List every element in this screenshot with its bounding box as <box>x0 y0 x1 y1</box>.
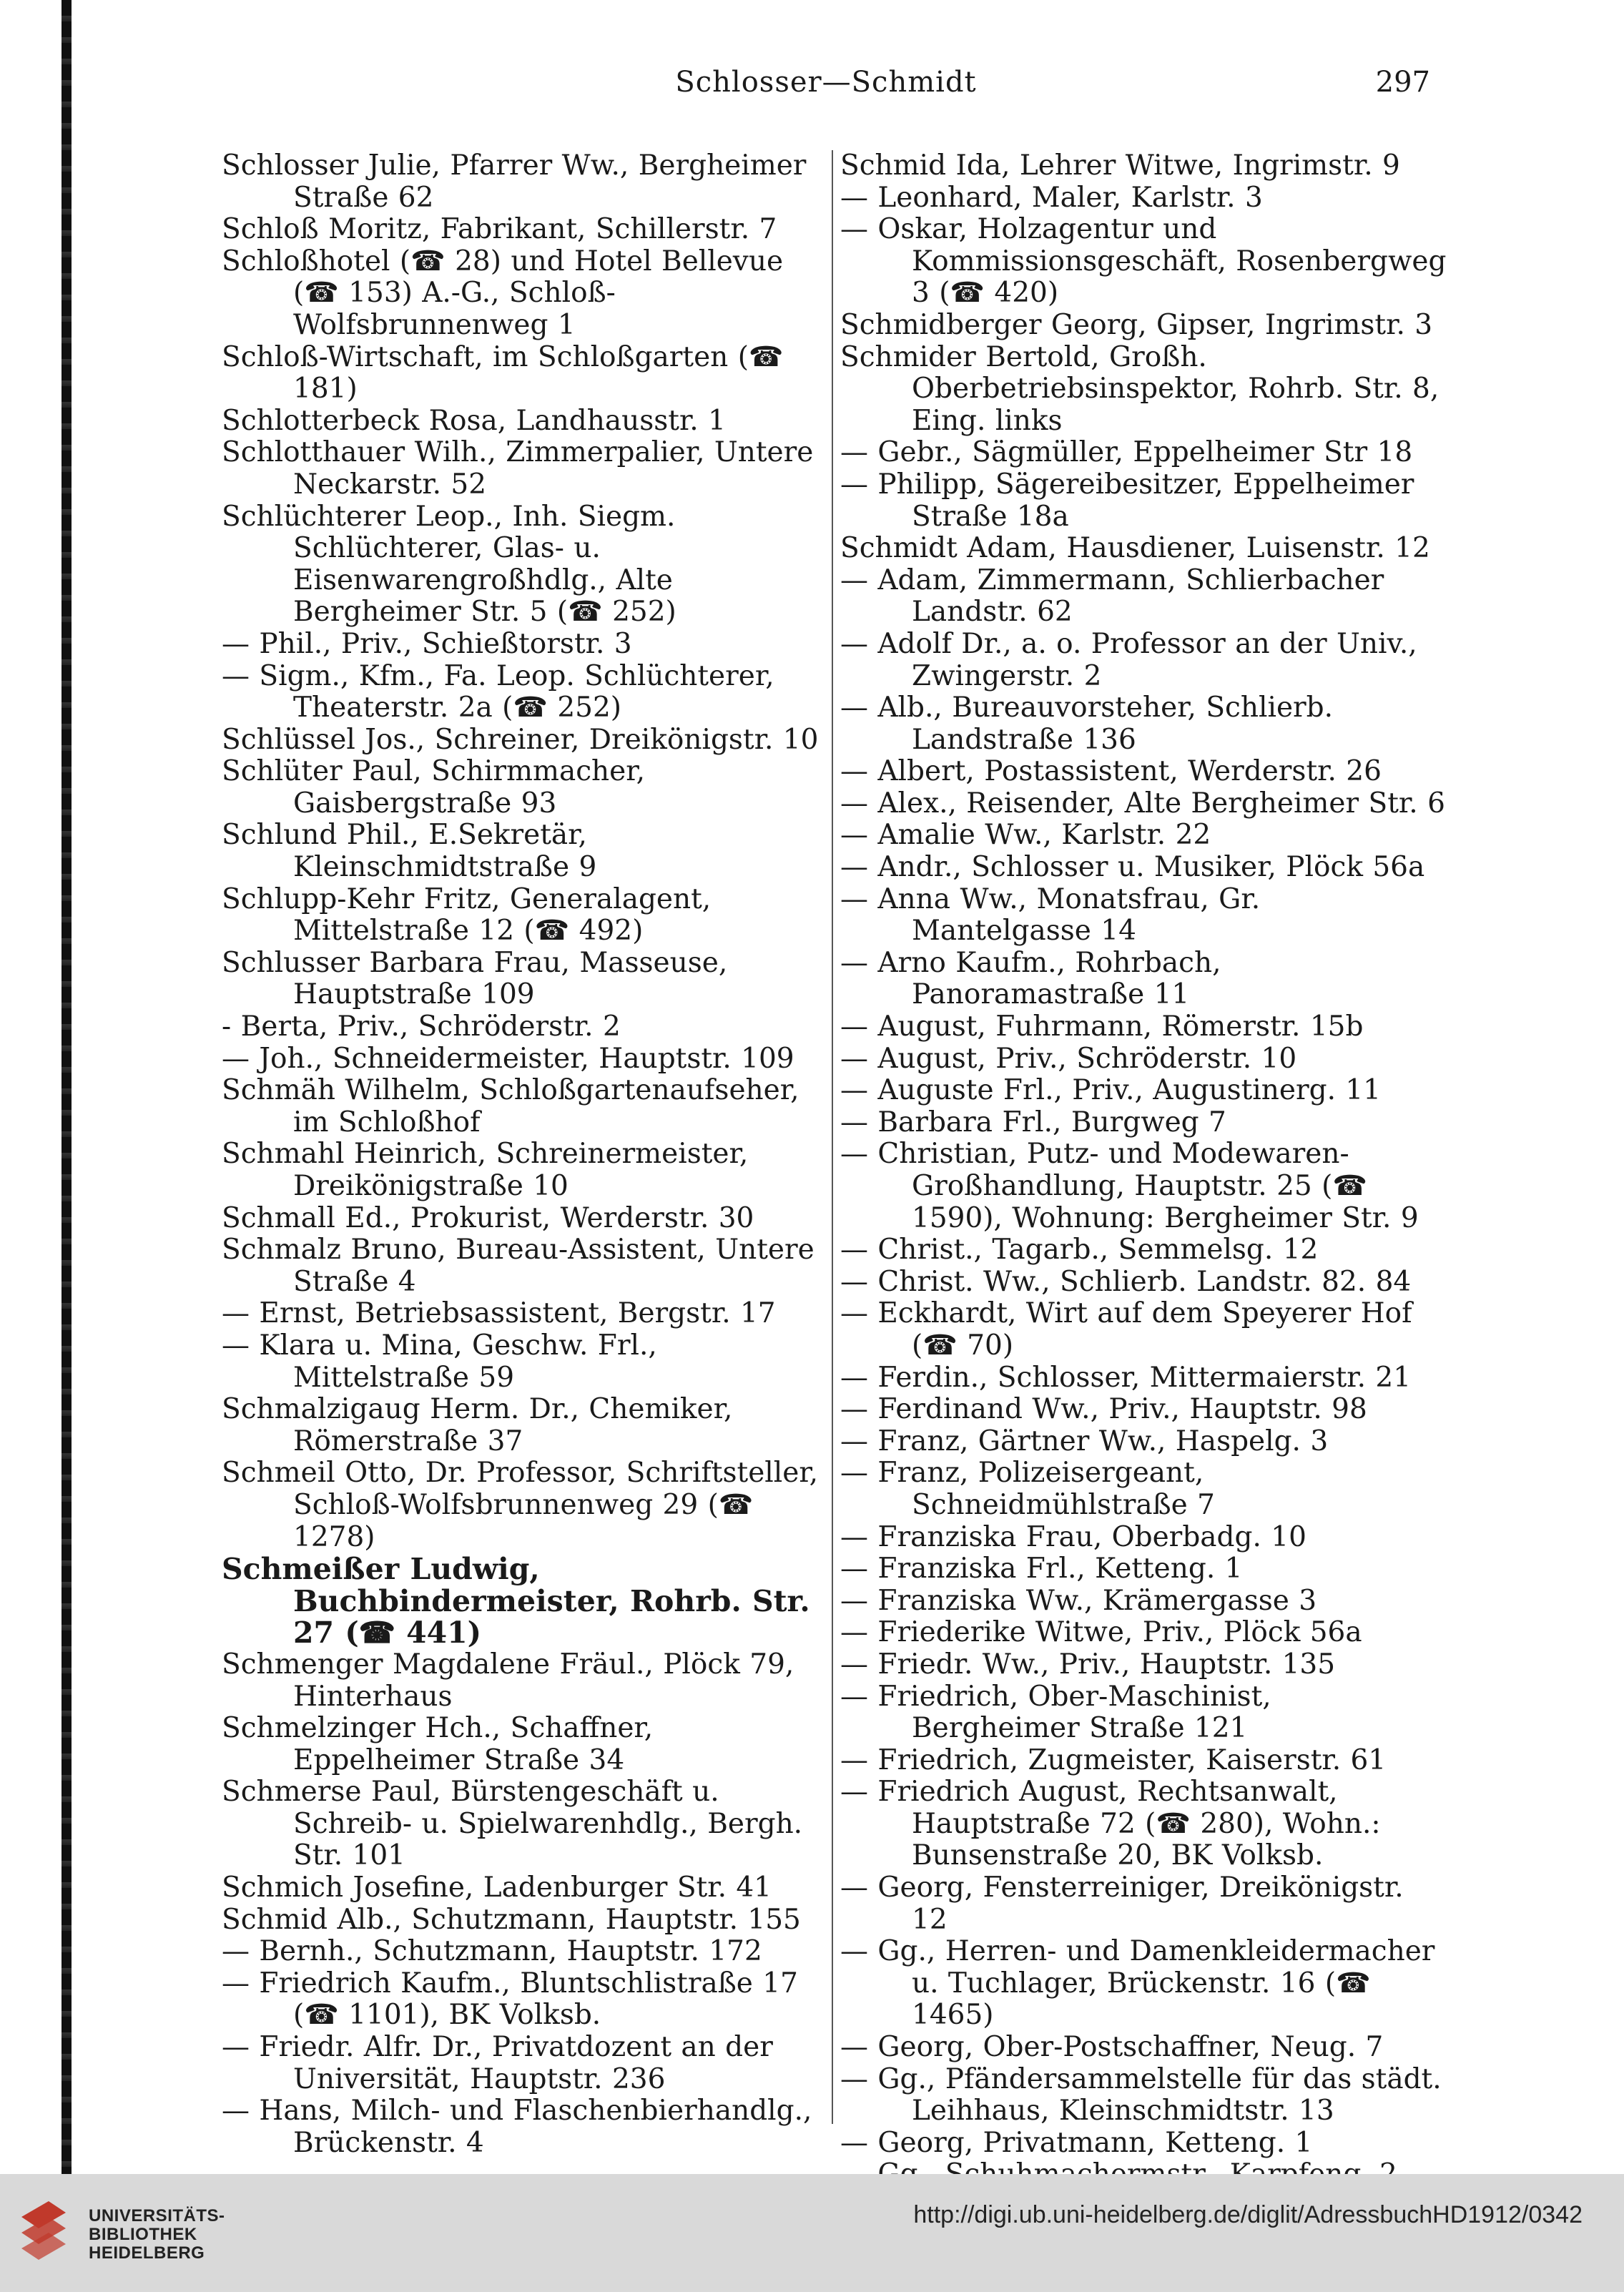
directory-entry: — Alb., Bureauvorsteher, Schlierb. Landstraße 136 <box>840 692 1334 756</box>
footer-bar <box>0 2174 1624 2292</box>
directory-entry: — Georg, Privatmann, Ketteng. 1 <box>840 2126 1313 2159</box>
directory-entry: — Barbara Frl., Burgweg 7 <box>840 1106 1226 1138</box>
page-header <box>222 66 1430 106</box>
library-name-line: UNIVERSITÄTS- <box>89 2206 225 2225</box>
binding-edge <box>0 0 31 2174</box>
library-logo-icon <box>16 2195 77 2270</box>
directory-entry: — Christ. Ww., Schlierb. Landstr. 82. 84 <box>840 1265 1412 1298</box>
left-column <box>222 150 819 2159</box>
directory-entry: — Franz, Polizeisergeant, Schneidmühlstraße 7 <box>840 1457 1215 1521</box>
directory-entry: — Sigm., Kfm., Fa. Leop. Schlüchterer, Theaterstr. 2a (☎ 252) <box>222 659 774 724</box>
source-url-link[interactable]: http://digi.ub.uni-heidelberg.de/diglit/AdressbuchHD1912/0342 <box>913 2201 1583 2228</box>
directory-entry: — August, Priv., Schröderstr. 10 <box>840 1042 1297 1075</box>
right-column <box>840 150 1447 2191</box>
directory-entry: — Christ., Tagarb., Semmelsg. 12 <box>840 1234 1319 1266</box>
directory-entry: — Franz, Gärtner Ww., Haspelg. 3 <box>840 1425 1329 1457</box>
directory-entry: — Christian, Putz- und Modewaren-Großhandlung, Hauptstr. 25 (☎ 1590), Wohnung: Bergheimer Str. 9 <box>840 1138 1419 1234</box>
directory-entry: — Eckhardt, Wirt auf dem Speyerer Hof (☎ 70) <box>840 1297 1412 1362</box>
directory-entry: Schmalzigaug Herm. Dr., Chemiker, Römerstraße 37 <box>222 1393 733 1457</box>
directory-entry: Schmeißer Ludwig, Buchbindermeister, Rohrb. Str. 27 (☎ 441) <box>222 1552 810 1651</box>
directory-entry: Schmerse Paul, Bürstengeschäft u. Schreib- u. Spielwarenhdlg., Bergh. Str. 101 <box>222 1776 803 1872</box>
directory-entry: Schmalz Bruno, Bureau-Assistent, Untere Straße 4 <box>222 1234 815 1298</box>
directory-entry: — Amalie Ww., Karlstr. 22 <box>840 819 1211 852</box>
directory-entry: — Friedrich, Ober-Maschinist, Bergheimer Straße 121 <box>840 1680 1271 1745</box>
directory-entry: — Adam, Zimmermann, Schlierbacher Landstr. 62 <box>840 564 1384 629</box>
page-number: 297 <box>1375 66 1430 99</box>
directory-entry: Schmid Ida, Lehrer Witwe, Ingrimstr. 9 <box>840 149 1400 182</box>
directory-entry: — Auguste Frl., Priv., Augustinerg. 11 <box>840 1074 1381 1107</box>
directory-entry: Schlotterbeck Rosa, Landhausstr. 1 <box>222 404 726 437</box>
directory-entry: Schmenger Magdalene Fräul., Plöck 79, Hinterhaus <box>222 1648 794 1713</box>
running-head: Schlosser—Schmidt <box>675 66 977 99</box>
column-divider <box>832 150 833 2124</box>
directory-entry: — Georg, Fensterreiniger, Dreikönigstr. 12 <box>840 1872 1404 1936</box>
directory-entry: — Friedrich Kaufm., Bluntschlistraße 17 (☎ 1101), BK Volksb. <box>222 1967 798 2032</box>
directory-entry: Schmid Alb., Schutzmann, Hauptstr. 155 <box>222 1903 801 1936</box>
directory-entry: Schloß-Wirtschaft, im Schloßgarten (☎ 181) <box>222 340 784 405</box>
library-name <box>89 2207 225 2263</box>
directory-entry: Schlüter Paul, Schirmmacher, Gaisbergstraße 93 <box>222 755 645 820</box>
directory-entry: Schmider Bertold, Großh. Oberbetriebsinspektor, Rohrb. Str. 8, Eing. links <box>840 340 1440 437</box>
directory-entry: Schmall Ed., Prokurist, Werderstr. 30 <box>222 1201 754 1234</box>
directory-entry: Schlotthauer Wilh., Zimmerpalier, Untere Neckarstr. 52 <box>222 436 814 501</box>
directory-entry: — Philipp, Sägereibesitzer, Eppelheimer Straße 18a <box>840 468 1414 533</box>
directory-entry: Schmahl Heinrich, Schreinermeister, Dreikönigstraße 10 <box>222 1138 749 1202</box>
directory-entry: — Adolf Dr., a. o. Professor an der Univ., Zwingerstr. 2 <box>840 627 1417 692</box>
directory-entry: — Ferdin., Schlosser, Mittermaierstr. 21 <box>840 1361 1412 1394</box>
library-name-line: HEIDELBERG <box>89 2243 205 2263</box>
directory-entry: Schlosser Julie, Pfarrer Ww., Bergheimer Straße 62 <box>222 149 807 214</box>
directory-entry: Schlusser Barbara Frau, Masseuse, Hauptstraße 109 <box>222 946 728 1011</box>
directory-entry: Schlupp-Kehr Fritz, Generalagent, Mittelstraße 12 (☎ 492) <box>222 882 712 948</box>
directory-entry: — Albert, Postassistent, Werderstr. 26 <box>840 755 1382 788</box>
directory-entry: — Phil., Priv., Schießtorstr. 3 <box>222 627 632 660</box>
directory-entry: — Ernst, Betriebsassistent, Bergstr. 17 <box>222 1297 776 1330</box>
directory-entry: — Friederike Witwe, Priv., Plöck 56a <box>840 1616 1362 1649</box>
directory-entry: — Ferdinand Ww., Priv., Hauptstr. 98 <box>840 1393 1367 1426</box>
library-name-line: BIBLIOTHEK <box>89 2225 197 2244</box>
directory-entry: — Joh., Schneidermeister, Hauptstr. 109 <box>222 1042 794 1075</box>
directory-entry: — Anna Ww., Monatsfrau, Gr. Mantelgasse 14 <box>840 882 1261 948</box>
directory-entry: Schlund Phil., E.Sekretär, Kleinschmidtstraße 9 <box>222 819 597 884</box>
directory-entry: — Klara u. Mina, Geschw. Frl., Mittelstraße 59 <box>222 1329 657 1394</box>
directory-entry: — Franziska Ww., Krämergasse 3 <box>840 1584 1317 1617</box>
directory-entry: — Friedr. Alfr. Dr., Privatdozent an der Universität, Hauptstr. 236 <box>222 2031 773 2095</box>
directory-entry: Schmidt Adam, Hausdiener, Luisenstr. 12 <box>840 532 1430 565</box>
directory-entry: — Gebr., Sägmüller, Eppelheimer Str 18 <box>840 436 1413 469</box>
directory-entry: — Franziska Frau, Oberbadg. 10 <box>840 1520 1306 1553</box>
directory-entry: — Georg, Ober-Postschaffner, Neug. 7 <box>840 2031 1384 2064</box>
directory-entry: Schmidberger Georg, Gipser, Ingrimstr. 3 <box>840 308 1433 341</box>
directory-entry: — Oskar, Holzagentur und Kommissionsgeschäft, Rosenbergweg 3 (☎ 420) <box>840 213 1447 310</box>
directory-entry: — Friedr. Ww., Priv., Hauptstr. 135 <box>840 1648 1336 1681</box>
directory-entry: - Berta, Priv., Schröderstr. 2 <box>222 1010 621 1043</box>
directory-entry: — Arno Kaufm., Rohrbach, Panoramastraße 11 <box>840 946 1221 1011</box>
directory-entry: Schmäh Wilhelm, Schloßgartenaufseher, im Schloßhof <box>222 1074 799 1138</box>
directory-entry: — Gg., Herren- und Damenkleidermacher u. Tuchlager, Brückenstr. 16 (☎ 1465) <box>840 1935 1435 2032</box>
directory-entry: — Friedrich August, Rechtsanwalt, Hauptstraße 72 (☎ 280), Wohn.: Bunsenstraße 20, BK Volksb. <box>840 1776 1381 1872</box>
directory-entry: Schlüchterer Leop., Inh. Siegm. Schlüchterer, Glas- u. Eisenwarengroßhdlg., Alte Bergheimer Str. 5 (☎ 252) <box>222 500 676 629</box>
directory-entry: — Andr., Schlosser u. Musiker, Plöck 56a <box>840 851 1425 884</box>
directory-entry: — Gg., Pfändersammelstelle für das städt. Leihhaus, Kleinschmidtstr. 13 <box>840 2062 1442 2128</box>
directory-entry: — Hans, Milch- und Flaschenbierhandlg., Brückenstr. 4 <box>222 2095 812 2159</box>
directory-entry: — Alex., Reisender, Alte Bergheimer Str. 6 <box>840 787 1445 820</box>
directory-entry: Schloßhotel (☎ 28) und Hotel Bellevue (☎ 153) A.-G., Schloß-Wolfsbrunnenweg 1 <box>222 245 784 341</box>
directory-entry: Schlüssel Jos., Schreiner, Dreikönigstr. 10 <box>222 723 819 756</box>
directory-entry: — Franziska Frl., Ketteng. 1 <box>840 1553 1243 1585</box>
directory-entry: — Friedrich, Zugmeister, Kaiserstr. 61 <box>840 1743 1387 1776</box>
directory-entry: — Leonhard, Maler, Karlstr. 3 <box>840 181 1263 214</box>
directory-entry: Schloß Moritz, Fabrikant, Schillerstr. 7 <box>222 213 777 246</box>
directory-entry: Schmelzinger Hch., Schaffner, Eppelheimer Straße 34 <box>222 1712 654 1776</box>
directory-entry: — August, Fuhrmann, Römerstr. 15b <box>840 1010 1364 1043</box>
directory-entry: Schmich Josefine, Ladenburger Str. 41 <box>222 1872 772 1904</box>
directory-entry: Schmeil Otto, Dr. Professor, Schriftsteller, Schloß-Wolfsbrunnenweg 29 (☎ 1278) <box>222 1457 819 1553</box>
directory-entry: — Bernh., Schutzmann, Hauptstr. 172 <box>222 1935 762 1968</box>
